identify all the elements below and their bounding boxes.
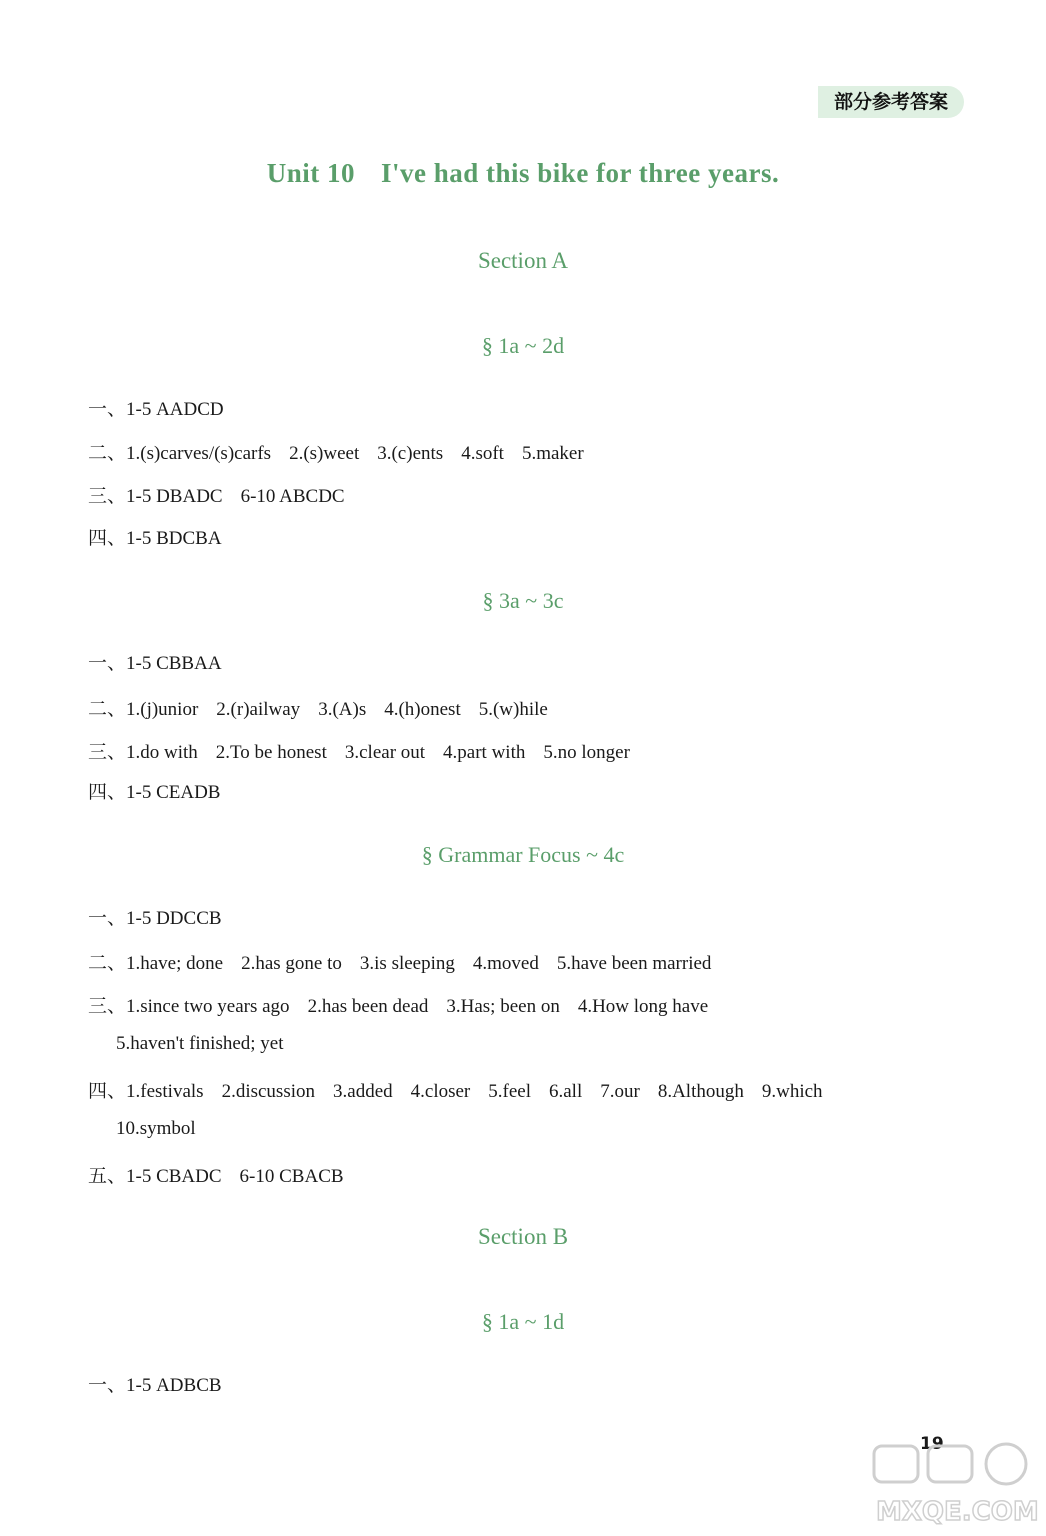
answer-line: 四、1-5 CEADB <box>88 782 221 803</box>
answer-line: 二、1.(j)unior 2.(r)ailway 3.(A)s 4.(h)onest 5.(w)hile <box>88 699 548 720</box>
answer-line: 四、1.festivals 2.discussion 3.added 4.closer 5.feel 6.all 7.our 8.Although 9.which <box>88 1081 823 1102</box>
answer-line: 一、1-5 AADCD <box>88 399 224 420</box>
answer-line: 二、1.have; done 2.has gone to 3.is sleeping 4.moved 5.have been married <box>88 953 712 974</box>
answer-line: 10.symbol <box>116 1118 196 1139</box>
answer-line: 5.haven't finished; yet <box>116 1033 284 1054</box>
answer-key-badge: 部分参考答案 <box>818 86 964 118</box>
answer-line: 一、1-5 DDCCB <box>88 908 222 929</box>
watermark-text: MXQE.COM <box>876 1497 1039 1527</box>
answer-line: 五、1-5 CBADC 6-10 CBACB <box>88 1166 344 1187</box>
answer-line: 二、1.(s)carves/(s)carfs 2.(s)weet 3.(c)ents 4.soft 5.maker <box>88 443 584 464</box>
answer-line: 三、1-5 DBADC 6-10 ABCDC <box>88 486 345 507</box>
watermark-logo <box>866 1442 1041 1530</box>
section-a-heading: Section A <box>477 248 569 273</box>
answer-line: 一、1-5 CBBAA <box>88 653 222 674</box>
answer-line: 三、1.do with 2.To be honest 3.clear out 4.part with 5.no longer <box>88 742 630 763</box>
page-number: 19 <box>920 1434 944 1454</box>
unit-title-text: I've had this bike for three years. <box>381 158 780 188</box>
subsection-1a-1d: § 1a ~ 1d <box>481 1309 565 1334</box>
subsection-1a-2d: § 1a ~ 2d <box>481 333 565 358</box>
section-b-heading: Section B <box>477 1224 569 1249</box>
subsection-grammar-focus: § Grammar Focus ~ 4c <box>421 842 625 867</box>
answer-line: 四、1-5 BDCBA <box>88 528 222 549</box>
unit-number: Unit 10 <box>266 158 355 188</box>
subsection-3a-3c: § 3a ~ 3c <box>482 588 564 613</box>
answer-line: 三、1.since two years ago 2.has been dead 3.Has; been on 4.How long have <box>88 996 709 1017</box>
answer-line: 一、1-5 ADBCB <box>88 1375 222 1396</box>
unit-title <box>0 158 1046 189</box>
